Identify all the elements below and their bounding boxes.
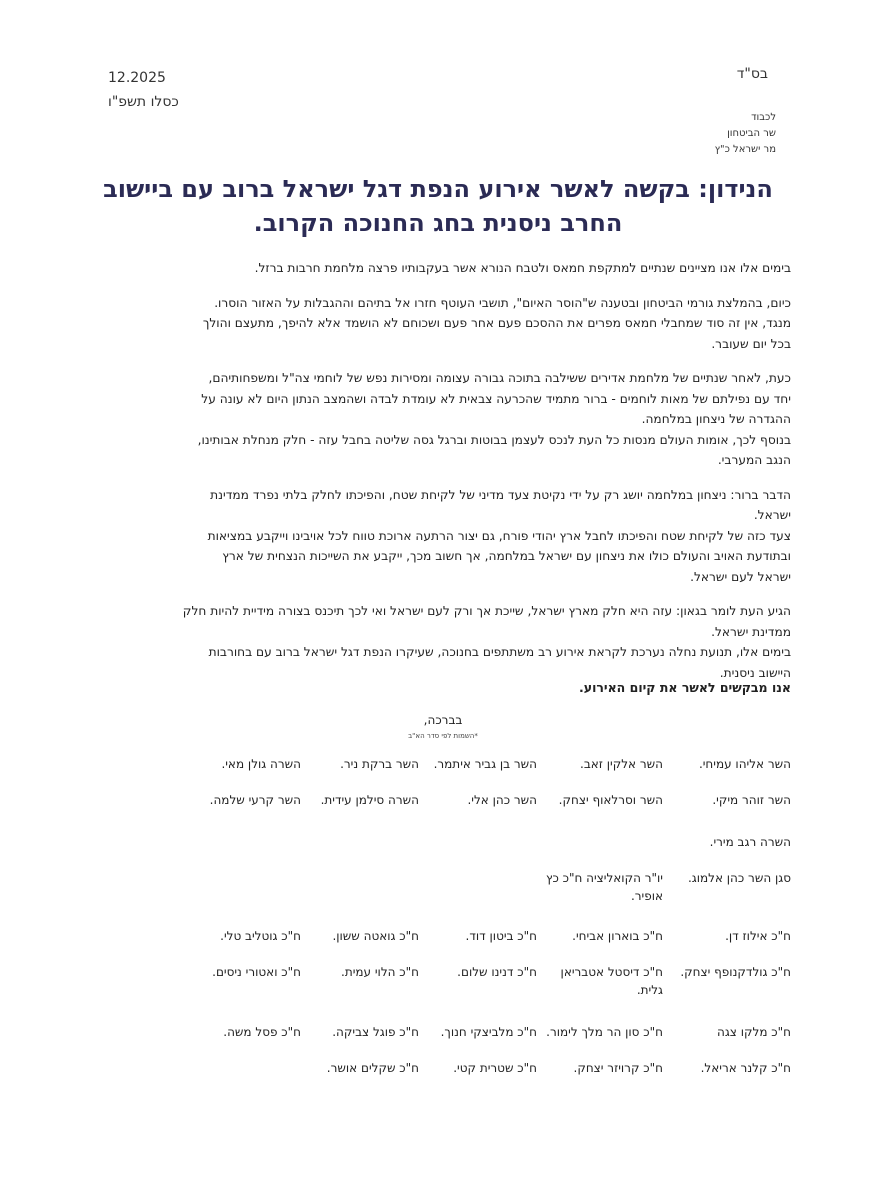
body-line: בכל יום שעובר. — [711, 336, 791, 351]
body-line: בימים אלו, תנועת נחלה נערכת לקראת אירוע רב משתתפים בחנוכה, שעיקרו הנפת דגל ישראל ברוב עם בחורבות — [208, 645, 791, 659]
recipient-line: לכבוד — [751, 112, 776, 123]
body-line: ישראל לעם ישראל. — [690, 569, 791, 584]
signer-name: השרה גולן מאי. — [221, 757, 301, 771]
signers-row — [91, 833, 791, 851]
recipient-line: מר ישראל כ"ץ — [714, 144, 776, 155]
date-numeric: 12.2025 — [108, 70, 166, 86]
signer-name: השר קרעי שלמה. — [209, 793, 301, 807]
signers-row — [91, 963, 791, 999]
body-line: בנוסף לכך, אומות העולם מנסות כל העת לנכס לעצמן בבוטות וברגל גסה שליטה בחבל עזה - חלק מנחלת אבותינו, — [197, 432, 791, 447]
body-line: היישוב ניסנית. — [719, 665, 791, 680]
body-line: הדבר ברור: ניצחון במלחמה יושג רק על ידי נקיטת צעד מדיני של לקיחת שטח, והפיכתו לחלק בלתי נפרד ממדינת — [210, 487, 791, 502]
body-paragraph — [91, 258, 791, 279]
signers-row — [91, 755, 791, 773]
subject-line: החרב ניסנית בחג החנוכה הקרוב. — [253, 209, 623, 237]
signer-name: ח"כ ביטון דוד. — [465, 929, 537, 943]
signer-name: השר וסרלאוף יצחק. — [558, 793, 663, 807]
signers-row — [91, 927, 791, 945]
body-line: הגיע העת לומר בגאון: עזה היא חלק מארץ ישראל, שייכת אך ורק לעם ישראל ואי לכך תיכנס בצורה מידיית להיות חלק — [182, 604, 791, 618]
signers-row — [91, 869, 791, 905]
signers-row — [91, 791, 791, 809]
body-line: יחד עם נפילתם של מאות לוחמים - ברור מתמיד שהכרעה צבאית לא עומדת לבדה ושהמצב הנתון היום לא עונה על — [201, 391, 791, 406]
signer-name: סגן השר כהן אלמוג. — [687, 871, 791, 885]
signers-list — [91, 755, 791, 1095]
body-paragraph — [91, 485, 791, 588]
date-block — [108, 66, 179, 114]
signer-name: ח"כ גוטליב טלי. — [220, 929, 301, 943]
request-line: אנו מבקשים לאשר את קיום האירוע. — [579, 680, 791, 695]
signer-name — [537, 833, 663, 851]
signer-name: ח"כ סון הר מלך לימור. — [546, 1025, 663, 1039]
signer-name — [301, 869, 419, 905]
date-hebrew: כסלו תשפ"ו — [108, 94, 179, 110]
signer-name: ח"כ פסל משה. — [223, 1025, 301, 1039]
signer-name: ח"כ בוארון אביחי. — [572, 929, 663, 943]
recipient-line: שר הביטחון — [727, 128, 776, 139]
signer-name: ח"כ ואטורי ניסים. — [212, 965, 301, 979]
signer-name: ח"כ שקלים אושר. — [326, 1061, 419, 1075]
signer-name: השר כהן אלי. — [467, 793, 537, 807]
bsd-mark: בס"ד — [736, 66, 768, 82]
signers-row — [91, 1023, 791, 1041]
body-line: ממדינת ישראל. — [711, 624, 791, 639]
signer-name: השרה רגב מירי. — [709, 835, 791, 849]
subject-heading — [98, 172, 778, 240]
body-line: כיום, בהמלצת גורמי הביטחון ובטענה ש"הוסר האיום", תושבי העוטף חזרו אל בתיהם וההגבלות על האזור הוסרו. — [214, 295, 791, 310]
body-paragraph — [91, 293, 791, 355]
recipient-block — [715, 110, 776, 158]
signer-name: השר בן גביר איתמר. — [433, 757, 537, 771]
body-line: בימים אלו אנו מציינים שנתיים למתקפת חמאס ולטבח הנורא אשר בעקבותיו פרצה מלחמת חרבות ברזל. — [254, 261, 791, 275]
signer-name: ח"כ קלנר אריאל. — [700, 1061, 791, 1075]
signer-name: ח"כ דנינו שלום. — [457, 965, 537, 979]
signer-name: ח"כ פוגל צביקה. — [332, 1025, 419, 1039]
signer-name — [183, 869, 301, 905]
body-line: ישראל. — [753, 508, 791, 522]
signer-name: ח"כ הלוי עמית. — [341, 965, 419, 979]
signer-name: ח"כ מלביצקי חנוך. — [440, 1025, 537, 1039]
signer-name: ח"כ מלקו צגה — [717, 1025, 791, 1039]
signer-name: השר זוהר מיקי. — [712, 793, 791, 807]
signer-name — [419, 869, 537, 905]
signer-name — [183, 1059, 301, 1077]
body-line: צעד כזה של לקיחת שטח והפיכתו לחבל ארץ יהודי פורח, גם יצור הרתעה ארוכת טווח לכל אויבינו וייקבע במציאות — [207, 528, 791, 543]
signer-name: השר ברקת ניר. — [340, 757, 419, 771]
body-line: הנגב המערבי. — [717, 453, 791, 467]
body-line: מנגד, אין זה סוד שמחבלי חמאס מפרים את ההסכם פעם אחר פעם ושכוחם לא הושמד אלא להיפך, מתעצם והולך — [202, 316, 791, 330]
signers-row — [91, 1059, 791, 1077]
signer-name: השר אלקין זאב. — [580, 757, 663, 771]
signer-name — [301, 833, 419, 851]
signer-name: ח"כ דיסטל אטבריאן גלית. — [560, 965, 663, 997]
body-paragraph — [91, 368, 791, 471]
alphabetical-note: *השמות לפי סדר הא"ב — [408, 732, 478, 740]
signer-name: השרה סילמן עידית. — [320, 793, 419, 807]
body-line: כעת, לאחר שנתיים של מלחמת אדירים ששילבה בתוכה גבורה עצומה ומסירות נפש של לוחמי צה"ל ומשפחותיהם, — [208, 371, 791, 385]
signer-name: ח"כ קרויזר יצחק. — [573, 1061, 663, 1075]
body-line: ההגדרה של ניצחון במלחמה. — [641, 412, 791, 426]
signer-name — [419, 833, 537, 851]
letter-body — [91, 258, 791, 697]
signer-name: ח"כ שטרית קטי. — [453, 1061, 537, 1075]
signer-name: ח"כ גואטה ששון. — [332, 929, 419, 943]
closing-block — [408, 712, 478, 744]
subject-line: הנידון: בקשה לאשר אירוע הנפת דגל ישראל ברוב עם ביישוב — [103, 175, 773, 203]
blessing-text: בברכה, — [423, 713, 463, 727]
body-paragraph — [91, 601, 791, 683]
body-line: ובתודעת האויב והעולם כולו את ניצחון עם ישראל במלחמה, אך חשוב מכך, ייקבע את השייכות הנצחית של ארץ — [222, 549, 791, 563]
signer-name — [183, 833, 301, 851]
signer-name: יו"ר הקואליציה ח"כ כץ אופיר. — [545, 871, 663, 903]
signer-name: ח"כ אילוז דן. — [725, 929, 791, 943]
signer-name: השר אליהו עמיחי. — [698, 757, 791, 771]
signer-name: ח"כ גולדקנופף יצחק. — [680, 965, 791, 979]
